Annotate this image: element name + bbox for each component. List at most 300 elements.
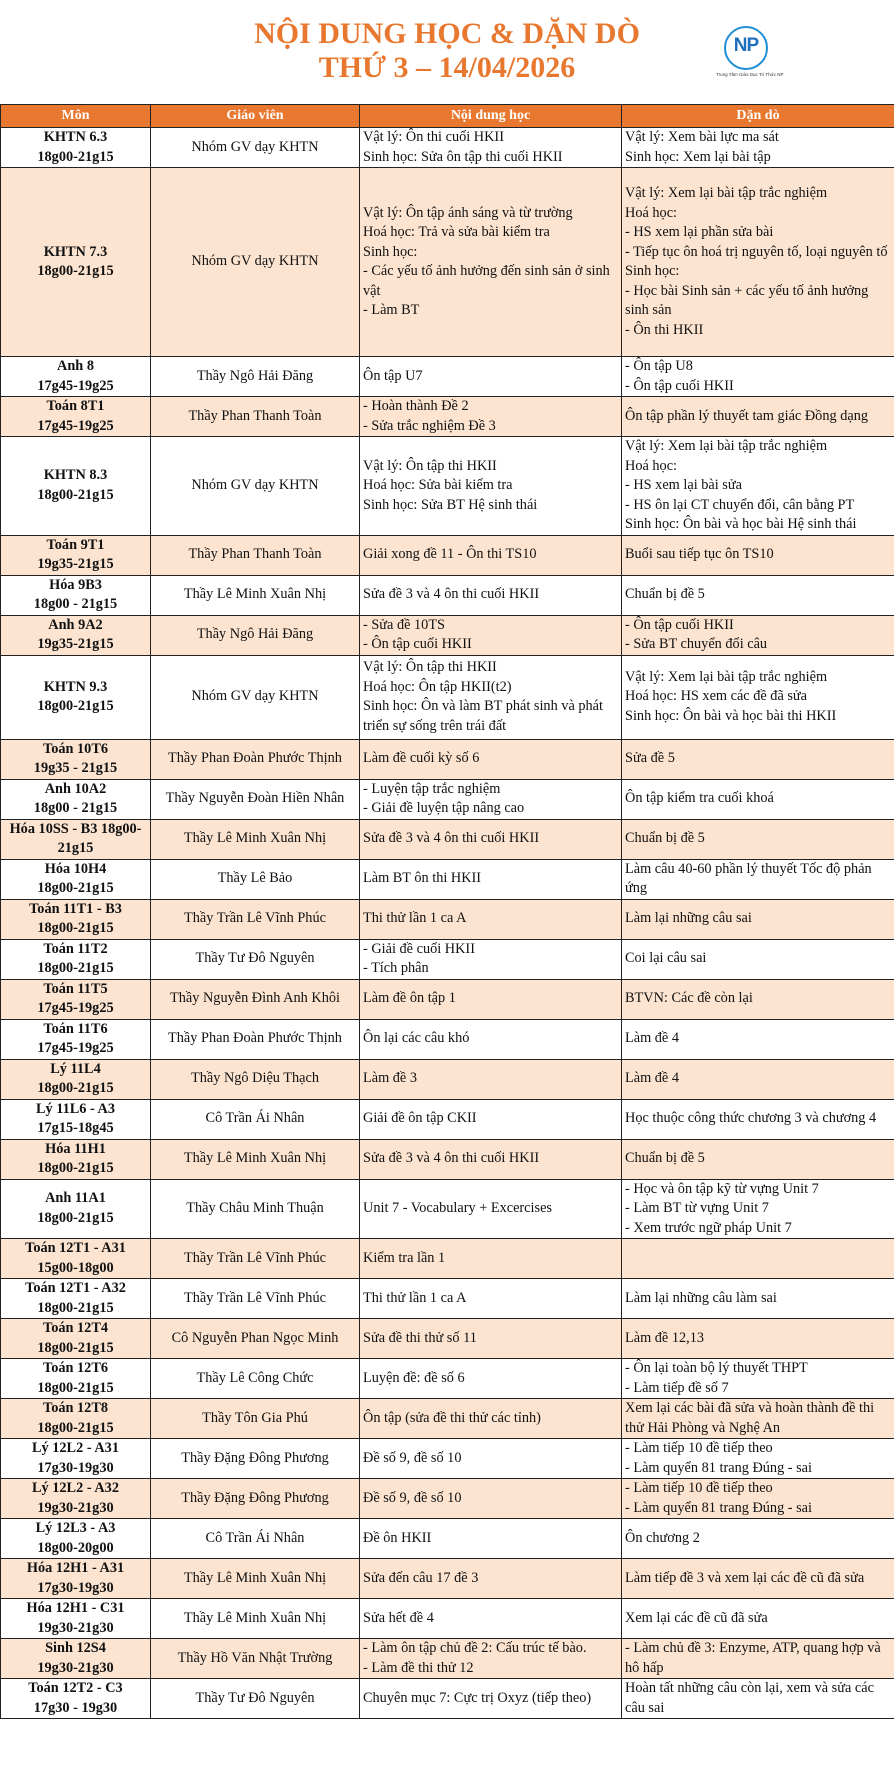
teacher-cell: Thầy Lê Minh Xuân Nhị <box>151 1599 360 1639</box>
homework-cell-line: Coi lại câu sai <box>625 950 707 967</box>
table-row <box>1 615 894 655</box>
subject-cell-line: 18g00-21g15 <box>37 148 114 165</box>
subject-cell-line: KHTN 8.3 <box>43 467 108 484</box>
content-cell <box>360 1599 622 1639</box>
table-row <box>1 437 894 536</box>
logo-tagline: Trung Tâm Giáo Dục Trí Thức NP <box>716 72 784 77</box>
subject-cell-line: 17g45-19g25 <box>37 1000 114 1016</box>
subject-cell-line: 17g15-18g45 <box>37 1120 114 1136</box>
content-cell <box>360 1439 622 1479</box>
homework-cell-line: Vật lý: Xem bài lực ma sát <box>625 129 779 145</box>
table-row <box>1 1019 894 1059</box>
content-cell-line: - Hoàn thành Đề 2 <box>363 398 469 414</box>
teacher-cell: Thầy Phan Thanh Toàn <box>151 535 360 575</box>
subject-cell-line: Anh 9A2 <box>48 616 103 633</box>
content-cell <box>360 779 622 819</box>
homework-cell <box>622 859 894 899</box>
subject-cell-line: 19g35-21g15 <box>37 636 114 652</box>
homework-cell-line: - Làm tiếp 10 đề tiếp theo <box>625 1440 773 1456</box>
homework-cell-line: Hoàn tất những câu còn lại, xem và sửa các câu sai <box>625 1680 874 1716</box>
homework-cell-line: Chuẩn bị đề 5 <box>625 830 705 847</box>
table-row <box>1 899 894 939</box>
homework-cell <box>622 397 894 437</box>
subject-cell <box>1 1519 151 1559</box>
subject-cell-line: KHTN 6.3 <box>43 129 108 145</box>
content-cell-line: Làm đề ôn tập 1 <box>363 990 456 1007</box>
subject-cell <box>1 1179 151 1239</box>
subject-cell-line: KHTN 7.3 <box>43 243 108 260</box>
homework-cell <box>622 1279 894 1319</box>
schedule-table <box>0 104 894 1719</box>
subject-cell-line: 18g00 - 21g15 <box>33 800 118 816</box>
content-cell-line: Kiểm tra lần 1 <box>363 1249 446 1266</box>
homework-cell-line: - Tiếp tục ôn hoá trị nguyên tố, loại nguyên tố <box>625 243 888 260</box>
table-row <box>1 1179 894 1239</box>
homework-cell <box>622 899 894 939</box>
content-cell-line: Sửa đề 3 và 4 ôn thi cuối HKII <box>363 830 540 847</box>
subject-cell-line: 18g00 - 21g15 <box>33 596 118 612</box>
table-row <box>1 1279 894 1319</box>
content-cell <box>360 357 622 397</box>
content-cell-line: Vật lý: Ôn thi cuối HKII <box>363 129 504 145</box>
content-cell <box>360 739 622 779</box>
homework-cell <box>622 575 894 615</box>
content-cell <box>360 1179 622 1239</box>
content-cell <box>360 1479 622 1519</box>
table-row <box>1 739 894 779</box>
subject-cell-line: 17g45-19g25 <box>37 377 114 394</box>
homework-cell-line: Sửa đề 5 <box>625 750 675 767</box>
subject-cell <box>1 979 151 1019</box>
homework-cell <box>622 1679 894 1719</box>
page-date: THỨ 3 – 14/04/2026 <box>318 51 576 84</box>
subject-cell <box>1 1319 151 1359</box>
table-row <box>1 1439 894 1479</box>
content-cell-line: Hoá học: Trả và sửa bài kiểm tra <box>363 224 550 240</box>
column-header-subject: Môn <box>1 105 151 128</box>
subject-cell <box>1 859 151 899</box>
content-cell <box>360 979 622 1019</box>
table-row <box>1 1059 894 1099</box>
content-cell <box>360 1519 622 1559</box>
subject-cell-line: 18g00-21g15 <box>37 1339 114 1356</box>
table-row <box>1 1559 894 1599</box>
subject-cell-line: Toán 12T2 - C3 <box>28 1680 123 1696</box>
homework-cell <box>622 535 894 575</box>
subject-cell <box>1 535 151 575</box>
homework-cell <box>622 1239 894 1279</box>
logo-mark: NP <box>733 35 759 56</box>
homework-cell <box>622 1179 894 1239</box>
table-row <box>1 779 894 819</box>
homework-cell <box>622 615 894 655</box>
subject-cell-line: Toán 12T8 <box>42 1400 109 1416</box>
subject-cell-line: 18g00-21g15 <box>37 263 114 279</box>
content-cell-line: Sinh học: <box>363 243 418 260</box>
subject-cell <box>1 397 151 437</box>
content-cell-line: - Ôn tập cuối HKII <box>363 636 472 652</box>
table-row <box>1 1319 894 1359</box>
homework-cell-line: Xem lại các bài đã sửa và hoàn thành đề thi thử Hải Phòng và Nghệ An <box>625 1400 875 1436</box>
homework-cell <box>622 1519 894 1559</box>
homework-cell <box>622 1439 894 1479</box>
content-cell-line: Đề ôn HKII <box>363 1529 432 1546</box>
content-cell-line: Unit 7 - Vocabulary + Excercises <box>363 1200 552 1216</box>
homework-cell-line: - HS xem lại phần sửa bài <box>625 224 774 240</box>
subject-cell-line: Lý 12L2 - A31 <box>32 1440 119 1456</box>
homework-cell <box>622 1059 894 1099</box>
content-cell-line: Thi thử lần 1 ca A <box>363 1289 467 1306</box>
subject-cell-line: Hóa 12H1 - A31 <box>26 1560 125 1576</box>
table-row <box>1 1479 894 1519</box>
content-cell <box>360 1239 622 1279</box>
content-cell <box>360 168 622 357</box>
content-cell-line: - Làm đề thi thử 12 <box>363 1659 474 1676</box>
table-row <box>1 357 894 397</box>
homework-cell-line: Buổi sau tiếp tục ôn TS10 <box>625 546 774 563</box>
subject-cell <box>1 655 151 739</box>
content-cell <box>360 1399 622 1439</box>
subject-cell-line: KHTN 9.3 <box>43 678 108 695</box>
homework-cell <box>622 979 894 1019</box>
teacher-cell: Thầy Trần Lê Vĩnh Phúc <box>151 1279 360 1319</box>
content-cell-line: - Giải đề cuối HKII <box>363 940 475 957</box>
homework-cell-line: Làm đề 12,13 <box>625 1329 705 1346</box>
teacher-cell: Nhóm GV dạy KHTN <box>151 128 360 168</box>
subject-cell-line: Toán 11T5 <box>43 980 108 997</box>
subject-cell-line: Hóa 12H1 - C31 <box>26 1600 125 1616</box>
homework-cell <box>622 939 894 979</box>
homework-cell-line: - Sửa BT chuyển đổi câu <box>625 636 768 652</box>
homework-cell-line: BTVN: Các đề còn lại <box>625 990 753 1007</box>
homework-cell-line: - Làm BT từ vựng Unit 7 <box>625 1200 769 1216</box>
content-cell-line: Luyện đề: đề số 6 <box>363 1369 465 1386</box>
content-cell-line: Đề số 9, đề số 10 <box>363 1489 462 1506</box>
content-cell-line: Giải đề ôn tập CKII <box>363 1110 477 1127</box>
subject-cell <box>1 779 151 819</box>
subject-cell-line: Toán 10T6 <box>42 740 109 757</box>
teacher-cell: Cô Nguyễn Phan Ngọc Minh <box>151 1319 360 1359</box>
subject-cell <box>1 1139 151 1179</box>
subject-cell-line: Lý 11L4 <box>50 1060 101 1077</box>
subject-cell <box>1 437 151 536</box>
homework-cell-line: Ôn tập kiểm tra cuối khoá <box>625 790 774 807</box>
homework-cell-line: - Ôn tập U8 <box>625 358 693 374</box>
subject-cell-line: 21g15 <box>57 840 94 856</box>
homework-cell <box>622 819 894 859</box>
homework-cell <box>622 1479 894 1519</box>
teacher-cell: Thầy Ngô Hải Đăng <box>151 357 360 397</box>
table-row <box>1 819 894 859</box>
subject-cell-line: 19g30-21g30 <box>37 1499 114 1516</box>
subject-cell-line: Hóa 9B3 <box>49 576 102 593</box>
subject-cell-line: 17g30-19g30 <box>37 1579 114 1596</box>
content-cell-line: Giải xong đề 11 - Ôn thi TS10 <box>363 546 537 563</box>
subject-cell-line: Toán 12T1 - A31 <box>25 1240 126 1256</box>
table-row <box>1 859 894 899</box>
subject-cell-line: 19g35 - 21g15 <box>33 760 118 776</box>
homework-cell <box>622 1319 894 1359</box>
homework-cell <box>622 357 894 397</box>
subject-cell <box>1 899 151 939</box>
subject-cell-line: 19g35-21g15 <box>37 556 114 572</box>
homework-cell-line: Học thuộc công thức chương 3 và chương 4 <box>625 1110 877 1127</box>
subject-cell-line: 18g00-21g15 <box>37 1379 114 1396</box>
subject-cell-line: Toán 11T1 - B3 <box>29 900 122 917</box>
subject-cell-line: Anh 11A1 <box>45 1190 106 1207</box>
subject-cell <box>1 128 151 168</box>
content-cell <box>360 128 622 168</box>
homework-cell-line: Làm đề 4 <box>625 1030 679 1047</box>
teacher-cell: Nhóm GV dạy KHTN <box>151 437 360 536</box>
homework-cell-line: Ôn chương 2 <box>625 1529 700 1546</box>
subject-cell-line: 19g30-21g30 <box>37 1619 114 1636</box>
teacher-cell: Thầy Lê Bảo <box>151 859 360 899</box>
subject-cell-line: Toán 11T2 <box>43 940 108 957</box>
content-cell-line: Sửa hết đề 4 <box>363 1609 434 1626</box>
table-row <box>1 1639 894 1679</box>
content-cell-line: - Luyện tập trắc nghiệm <box>363 780 501 797</box>
homework-cell-line: Làm câu 40-60 phần lý thuyết Tốc độ phản ứng <box>625 860 872 896</box>
subject-cell <box>1 1359 151 1399</box>
table-row <box>1 1239 894 1279</box>
content-cell-line: Sinh học: Sửa ôn tập thi cuối HKII <box>363 148 563 165</box>
column-header-teacher: Giáo viên <box>151 105 360 128</box>
subject-cell <box>1 1239 151 1279</box>
teacher-cell: Nhóm GV dạy KHTN <box>151 168 360 357</box>
content-cell-line: Ôn tập (sửa đề thi thử các tỉnh) <box>363 1409 541 1426</box>
table-row <box>1 1519 894 1559</box>
content-cell <box>360 1139 622 1179</box>
teacher-cell: Thầy Châu Minh Thuận <box>151 1179 360 1239</box>
table-row <box>1 397 894 437</box>
content-cell <box>360 535 622 575</box>
content-cell-line: Hoá học: Ôn tập HKII(t2) <box>363 678 512 695</box>
homework-cell-line: Làm đề 4 <box>625 1070 679 1087</box>
table-row <box>1 128 894 168</box>
teacher-cell: Thầy Lê Minh Xuân Nhị <box>151 819 360 859</box>
content-cell <box>360 575 622 615</box>
content-cell-line: Làm BT ôn thi HKII <box>363 870 482 887</box>
subject-cell-line: 18g00-21g15 <box>37 1160 114 1176</box>
content-cell-line: Thi thử lần 1 ca A <box>363 910 467 927</box>
subject-cell-line: Toán 9T1 <box>46 536 105 553</box>
content-cell-line: Vật lý: Ôn tập thi HKII <box>363 457 497 474</box>
subject-cell-line: Lý 12L3 - A3 <box>35 1520 116 1536</box>
subject-cell <box>1 1559 151 1599</box>
content-cell-line: Làm đề cuối kỳ số 6 <box>363 750 480 767</box>
subject-cell-line: Toán 12T4 <box>42 1320 109 1336</box>
subject-cell-line: 19g30-21g30 <box>37 1659 114 1676</box>
homework-cell-line: - Làm quyển 81 trang Đúng - sai <box>625 1499 813 1516</box>
subject-cell <box>1 357 151 397</box>
content-cell <box>360 437 622 536</box>
homework-cell-line: - Ôn tập cuối HKII <box>625 377 734 394</box>
content-cell <box>360 1639 622 1679</box>
teacher-cell: Thầy Lê Minh Xuân Nhị <box>151 1139 360 1179</box>
table-row <box>1 168 894 357</box>
content-cell <box>360 1099 622 1139</box>
content-cell-line: - Sửa đề 10TS <box>363 616 446 633</box>
homework-cell-line: - Làm tiếp đề số 7 <box>625 1379 729 1396</box>
teacher-cell: Thầy Đặng Đông Phương <box>151 1439 360 1479</box>
homework-cell-line: Làm tiếp đề 3 và xem lại các đề cũ đã sửa <box>625 1569 865 1586</box>
teacher-cell: Thầy Phan Đoàn Phước Thịnh <box>151 1019 360 1059</box>
content-cell <box>360 859 622 899</box>
content-cell <box>360 1019 622 1059</box>
logo <box>716 26 784 78</box>
content-cell <box>360 655 622 739</box>
content-cell <box>360 1319 622 1359</box>
subject-cell-line: 18g00-21g15 <box>37 486 114 503</box>
homework-cell <box>622 1399 894 1439</box>
content-cell-line: Ôn tập U7 <box>363 367 423 384</box>
homework-cell-line: - Học và ôn tập kỹ từ vựng Unit 7 <box>625 1180 819 1197</box>
subject-cell <box>1 1059 151 1099</box>
teacher-cell: Cô Trần Ái Nhân <box>151 1519 360 1559</box>
teacher-cell: Thầy Trần Lê Vĩnh Phúc <box>151 899 360 939</box>
homework-cell-line: Ôn tập phần lý thuyết tam giác Đồng dạng <box>625 407 868 424</box>
subject-cell <box>1 1479 151 1519</box>
subject-cell-line: Toán 12T1 - A32 <box>25 1280 126 1296</box>
content-cell <box>360 899 622 939</box>
subject-cell-line: Lý 11L6 - A3 <box>35 1100 116 1117</box>
teacher-cell: Thầy Phan Đoàn Phước Thịnh <box>151 739 360 779</box>
homework-cell-line: - Ôn lại toàn bộ lý thuyết THPT <box>625 1360 808 1376</box>
teacher-cell: Thầy Phan Thanh Toàn <box>151 397 360 437</box>
homework-cell <box>622 1019 894 1059</box>
content-cell <box>360 1059 622 1099</box>
homework-cell-line: Sinh học: Ôn bài và học bài Hệ sinh thái <box>625 516 857 532</box>
homework-cell-line: Chuẩn bị đề 5 <box>625 1150 705 1167</box>
content-cell-line: - Làm BT <box>363 302 420 318</box>
table-row <box>1 655 894 739</box>
subject-cell <box>1 1639 151 1679</box>
content-cell-line: - Giải đề luyện tập nâng cao <box>363 800 525 816</box>
homework-cell-line: - HS xem lại bài sửa <box>625 477 742 493</box>
table-row <box>1 1599 894 1639</box>
homework-cell-line: Sinh học: <box>625 263 680 279</box>
column-header-homework: Dặn dò <box>622 105 894 128</box>
content-cell-line: Sửa đến câu 17 đề 3 <box>363 1569 479 1586</box>
subject-cell-line: 18g00-20g00 <box>37 1539 114 1556</box>
homework-cell <box>622 655 894 739</box>
teacher-cell: Thầy Tư Đô Nguyên <box>151 1679 360 1719</box>
subject-cell-line: Hóa 10H4 <box>44 860 107 877</box>
subject-cell-line: 18g00-21g15 <box>37 1209 114 1226</box>
subject-cell-line: 17g45-19g25 <box>37 417 114 434</box>
homework-cell <box>622 1099 894 1139</box>
content-cell-line: Vật lý: Ôn tập thi HKII <box>363 659 497 675</box>
subject-cell <box>1 1099 151 1139</box>
content-cell-line: Làm đề 3 <box>363 1070 417 1087</box>
table-row <box>1 1139 894 1179</box>
homework-cell-line: - Làm quyển 81 trang Đúng - sai <box>625 1459 813 1476</box>
homework-cell-line: Hoá học: HS xem các đề đã sửa <box>625 688 808 705</box>
content-cell-line: Đề số 9, đề số 10 <box>363 1449 462 1466</box>
teacher-cell: Thầy Ngô Diệu Thạch <box>151 1059 360 1099</box>
subject-cell-line: Hóa 11H1 <box>45 1140 106 1157</box>
table-row <box>1 535 894 575</box>
content-cell-line: Chuyên mục 7: Cực trị Oxyz (tiếp theo) <box>363 1689 592 1706</box>
teacher-cell: Cô Trần Ái Nhân <box>151 1099 360 1139</box>
content-cell <box>360 819 622 859</box>
subject-cell-line: Sinh 12S4 <box>45 1640 106 1656</box>
teacher-cell: Thầy Tư Đô Nguyên <box>151 939 360 979</box>
homework-cell-line: Vật lý: Xem lại bài tập trắc nghiệm <box>625 668 828 685</box>
teacher-cell: Thầy Lê Minh Xuân Nhị <box>151 1559 360 1599</box>
homework-cell <box>622 739 894 779</box>
page-title: NỘI DUNG HỌC & DẶN DÒ <box>254 17 640 50</box>
subject-cell-line: 18g00-21g15 <box>37 698 114 714</box>
teacher-cell: Thầy Đặng Đông Phương <box>151 1479 360 1519</box>
page-header <box>0 0 894 104</box>
subject-cell <box>1 1279 151 1319</box>
homework-cell-line: - Học bài Sinh sản + các yếu tố ảnh hưởng sinh sản <box>625 282 869 318</box>
table-row <box>1 1359 894 1399</box>
homework-cell <box>622 168 894 357</box>
subject-cell-line: Anh 10A2 <box>44 780 107 797</box>
homework-cell-line: Hoá học: <box>625 457 678 474</box>
homework-cell-line: Sinh học: Xem lại bài tập <box>625 148 771 165</box>
subject-cell-line: 17g45-19g25 <box>37 1040 114 1056</box>
table-row <box>1 575 894 615</box>
content-cell-line: Sinh học: Sửa BT Hệ sinh thái <box>363 496 538 513</box>
content-cell <box>360 1279 622 1319</box>
homework-cell-line: - Làm chủ đề 3: Enzyme, ATP, quang hợp và hô hấp <box>625 1640 881 1676</box>
subject-cell <box>1 575 151 615</box>
subject-cell <box>1 1599 151 1639</box>
subject-cell <box>1 168 151 357</box>
subject-cell <box>1 739 151 779</box>
teacher-cell: Thầy Tôn Gia Phú <box>151 1399 360 1439</box>
homework-cell-line: - Xem trước ngữ pháp Unit 7 <box>625 1219 792 1236</box>
content-cell-line: - Các yếu tố ảnh hưởng đến sinh sản ở sinh vật <box>363 263 610 299</box>
table-row <box>1 1679 894 1719</box>
table-header-row <box>1 105 894 128</box>
teacher-cell: Thầy Nguyễn Đình Anh Khôi <box>151 979 360 1019</box>
content-cell <box>360 1559 622 1599</box>
column-header-content: Nội dung học <box>360 105 622 128</box>
homework-cell-line: Sinh học: Ôn bài và học bài thi HKII <box>625 707 837 724</box>
table-row <box>1 1099 894 1139</box>
homework-cell <box>622 1639 894 1679</box>
content-cell-line: Ôn lại các câu khó <box>363 1030 470 1047</box>
subject-cell-line: 18g00-21g15 <box>37 960 114 976</box>
homework-cell-line: - Ôn tập cuối HKII <box>625 616 734 633</box>
subject-cell-line: 18g00-21g15 <box>37 1299 114 1316</box>
subject-cell-line: Toán 8T1 <box>46 398 105 414</box>
subject-cell-line: 17g30 - 19g30 <box>33 1699 118 1716</box>
table-row <box>1 979 894 1019</box>
homework-cell-line: - Làm tiếp 10 đề tiếp theo <box>625 1480 773 1496</box>
homework-cell <box>622 1139 894 1179</box>
subject-cell-line: Hóa 10SS - B3 18g00- <box>9 820 142 837</box>
homework-cell <box>622 779 894 819</box>
content-cell-line: Hoá học: Sửa bài kiểm tra <box>363 477 513 493</box>
subject-cell-line: 18g00-21g15 <box>37 880 114 896</box>
content-cell-line: Sửa đề thi thử số 11 <box>363 1329 477 1346</box>
homework-cell-line: Làm lại những câu sai <box>625 910 752 927</box>
subject-cell-line: Anh 8 <box>57 358 94 374</box>
teacher-cell: Thầy Hồ Văn Nhật Trường <box>151 1639 360 1679</box>
subject-cell <box>1 615 151 655</box>
content-cell-line: Vật lý: Ôn tập ánh sáng và từ trường <box>363 204 573 221</box>
table-row <box>1 1399 894 1439</box>
teacher-cell: Thầy Lê Minh Xuân Nhị <box>151 575 360 615</box>
homework-cell-line: Làm lại những câu làm sai <box>625 1289 777 1306</box>
subject-cell <box>1 1019 151 1059</box>
